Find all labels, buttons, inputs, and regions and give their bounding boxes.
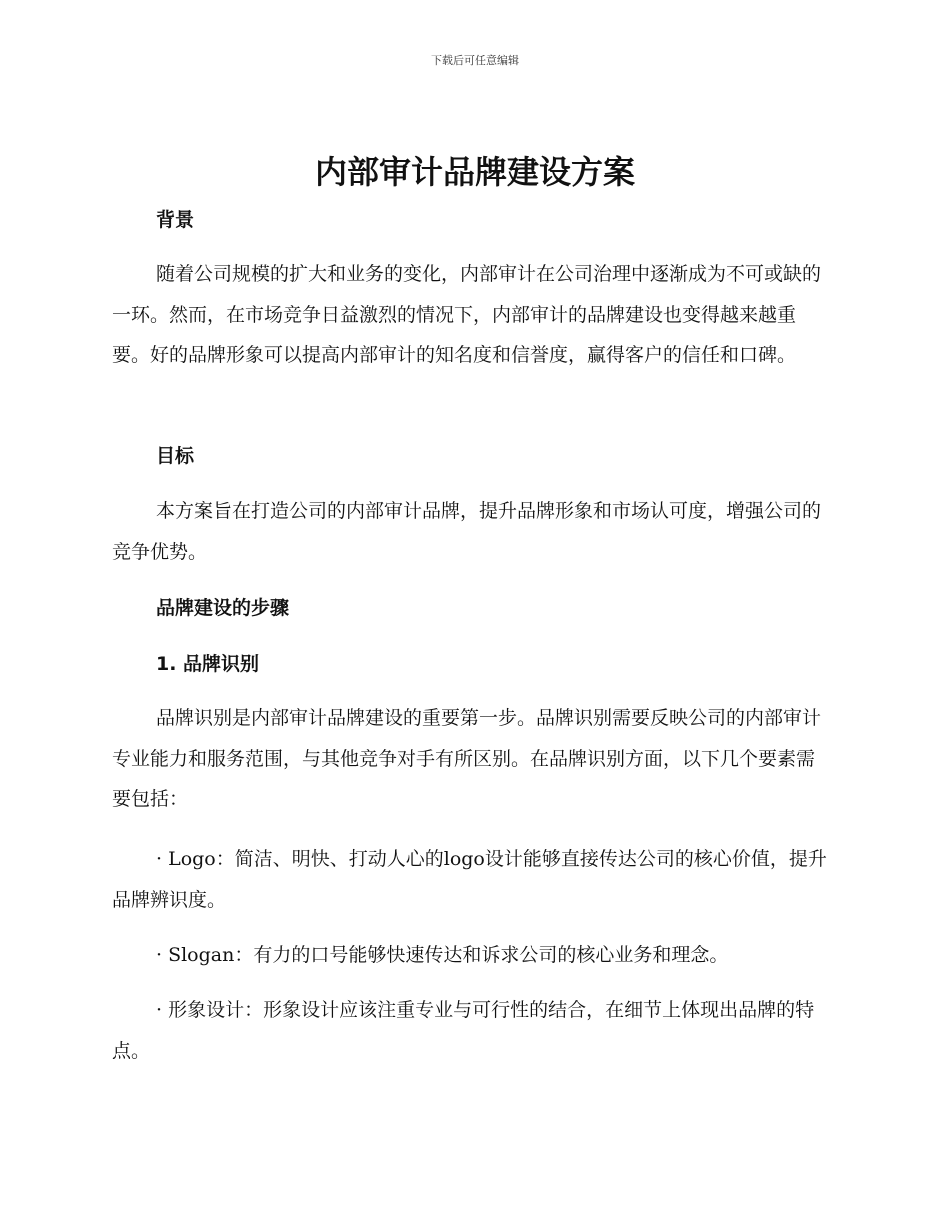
subsection-heading-brand-identity: 1. 品牌识别 [156,653,260,675]
section-heading-steps: 品牌建设的步骤 [156,597,290,619]
paragraph-background: 随着公司规模的扩大和业务的变化，内部审计在公司治理中逐渐成为不可或缺的一环。然而，在市场竞争日益激烈的情况下，内部审计的品牌建设也变得越来越重要。好的品牌形象可以提高内部审计的知名度和信誉度，赢得客户的信任和口碑。 [112,263,822,366]
paragraph-brand-identity: 品牌识别是内部审计品牌建设的重要第一步。品牌识别需要反映公司的内部审计专业能力和服务范围，与其他竞争对手有所区别。在品牌识别方面，以下几个要素需要包括： [112,707,822,810]
document-title: 内部审计品牌建设方案 [314,153,635,191]
paragraph-goal: 本方案旨在打造公司的内部审计品牌，提升品牌形象和市场认可度，增强公司的竞争优势。 [112,500,822,563]
bullet-slogan: · Slogan：有力的口号能够快速传达和诉求公司的核心业务和理念。 [156,944,729,966]
section-heading-goal: 目标 [156,445,195,467]
section-heading-background: 背景 [156,209,195,231]
bullet-logo: · Logo：简洁、明快、打动人心的logo设计能够直接传达公司的核心价值，提升品牌辨识度。 [112,848,827,911]
page-header-note: 下载后可任意编辑 [431,54,519,67]
bullet-image-design: · 形象设计：形象设计应该注重专业与可行性的结合，在细节上体现出品牌的特点。 [112,999,815,1062]
